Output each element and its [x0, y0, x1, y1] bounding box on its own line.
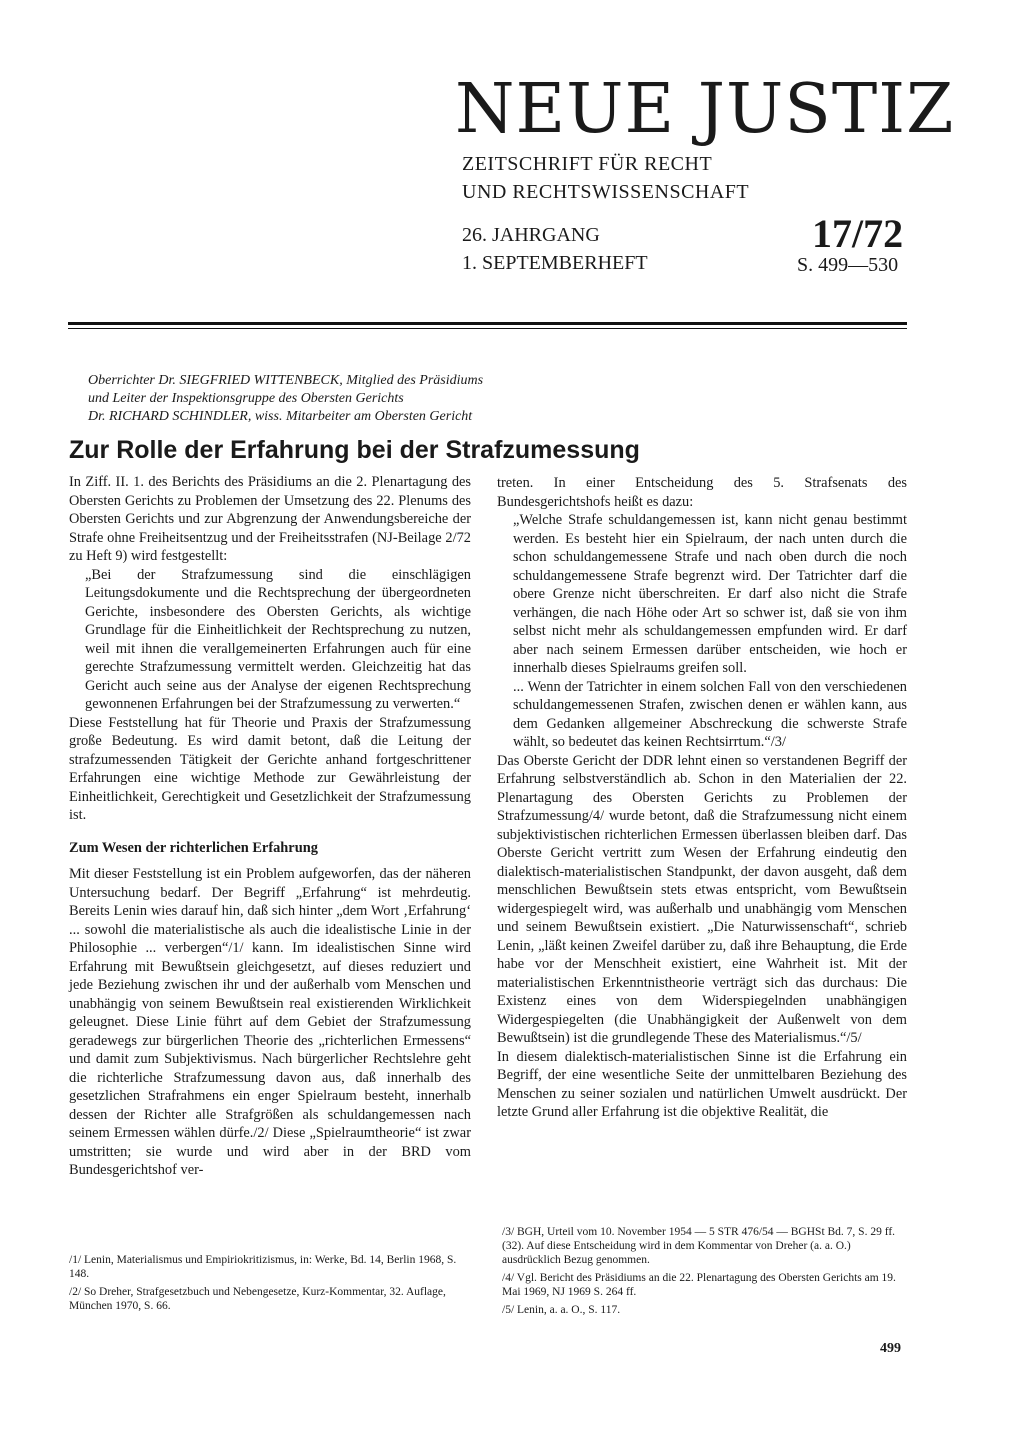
author-block: [88, 372, 908, 426]
footnote: /1/ Lenin, Materialismus und Empiriokritizismus, in: Werke, Bd. 14, Berlin 1968, S. 148.: [69, 1254, 457, 1280]
volume-label: 26. JAHRGANG: [462, 224, 600, 246]
quote-paragraph: „Bei der Strafzumessung sind die einschlägigen Leitungsdokumente und die Rechtsprechung der übergeordneten Gerichte, insbesondere des Obersten Gerichts, als wichtige Grundlage für die Einheitlichkeit der Rechtsprechung zu nutzen, weil mit ihnen die verallgemeinerten Erfahrungen auch für eine gerechte Strafzumessung vermittelt werden. Gleichzeitig hat das Gericht auch seine aus der Analyse der eigenen Rechtsprechung gewonnenen Erfahrungen bei der Strafzumessung zu verwerten.“: [85, 566, 471, 712]
footnotes-right: [502, 1225, 907, 1321]
paragraph: In Ziff. II. 1. des Berichts des Präsidiums an die 2. Plenartagung des Obersten Gerichts zu Problemen der Umsetzung des 22. Plenums des Obersten Gerichts und zur Abgrenzung der Anwendungsbereiche der Strafe ohne Freiheitsentzug und der Freiheitsstrafen (NJ-Beilage 2/72 zu Heft 9) wird festgestellt:: [69, 474, 471, 564]
header-rule-thick: [68, 322, 907, 325]
section-heading: Zum Wesen der richterlichen Erfahrung: [69, 839, 318, 856]
footnote: /3/ BGH, Urteil vom 10. November 1954 — 5 STR 476/54 — BGHSt Bd. 7, S. 29 ff. (32). Auf diese Entscheidung wird in dem Kommentar von Dreher (a. a. O.) ausdrücklich Bezug genommen.: [502, 1226, 896, 1266]
quote-paragraph: „Welche Strafe schuldangemessen ist, kann nicht genau bestimmt werden. Es besteht hier ein Spielraum, der nach unten durch die schon schuldangemessene Strafe und nach oben durch die noch schuldangemessene Strafe begrenzt wird. Der Tatrichter darf die obere Grenze nicht überschreiten. Er darf also nicht die Strafe verhängen, die nach Höhe oder Art so schwer ist, daß sie von ihm selbst nicht mehr als schuldangemessen empfunden wird. Er darf aber nach seinem Ermessen darüber entscheiden, wie hoch er innerhalb dieses Spielraums greifen soll.: [513, 512, 907, 676]
paragraph: Diese Feststellung hat für Theorie und Praxis der Strafzumessung große Bedeutung. Es wird damit betont, daß die Leitung der strafzumessenden Tätigkeit der Gerichte anhand fortgeschrittener Erfahrungen eine wichtige Methode zur Gewährleistung der Einheitlichkeit, Gerechtigkeit und Gesetzlichkeit der Strafzumessung ist.: [69, 714, 471, 823]
footnote: /2/ So Dreher, Strafgesetzbuch und Nebengesetze, Kurz-Kommentar, 32. Auflage, München 1970, S. 66.: [69, 1286, 446, 1312]
journal-subtitle-line1: ZEITSCHRIFT FÜR RECHT: [462, 153, 713, 175]
journal-subtitle-line2: UND RECHTSWISSENSCHAFT: [462, 181, 750, 203]
header-rule-thin: [68, 328, 907, 329]
author-line: und Leiter der Inspektionsgruppe des Obersten Gerichts: [88, 391, 404, 406]
paragraph: In diesem dialektisch-materialistischen Sinne ist die Erfahrung ein Begriff, der eine wesentliche Seite der unmittelbaren Beziehung des Menschen zu seiner sozialen und natürlichen Umwelt ausdrückt. Der letzte Grund aller Erfahrung ist die objektive Realität, die: [497, 1048, 907, 1120]
page-range: S. 499—530: [797, 254, 899, 276]
journal-masthead: NEUE JUSTIZ: [455, 70, 955, 149]
issue-name: 1. SEPTEMBERHEFT: [462, 252, 648, 274]
left-column: [69, 473, 471, 1180]
author-line: Oberrichter Dr. SIEGFRIED WITTENBECK, Mitglied des Präsidiums: [88, 373, 484, 388]
footnote: /4/ Vgl. Bericht des Präsidiums an die 22. Plenartagung des Obersten Gerichts am 19. Mai 1969, NJ 1969 S. 264 ff.: [502, 1272, 896, 1298]
paragraph: treten. In einer Entscheidung des 5. Strafsenats des Bundesgerichtshofs heißt es dazu:: [497, 475, 907, 510]
author-line: Dr. RICHARD SCHINDLER, wiss. Mitarbeiter am Obersten Gericht: [88, 409, 473, 424]
right-column: [497, 474, 907, 1122]
quote-paragraph: ... Wenn der Tatrichter in einem solchen Fall von den verschiedenen schuldangemessenen Strafen, zwischen denen er wählen kann, aus dem Gedanken allgemeiner Abschreckung die schwerste Strafe wählt, so bedeutet das keinen Rechtsirrtum.“/3/: [513, 678, 907, 750]
footnotes-left: [69, 1253, 469, 1317]
paragraph: Das Oberste Gericht der DDR lehnt einen so verstandenen Begriff der Erfahrung selbstverständlich ab. Schon in den Materialien der 22. Plenartagung des Obersten Gerichts zu Problemen der Strafzumessung/4/ wurde betont, daß die Strafzumessung nicht einem subjektivistischen richterlichen Ermessen überlassen bleiben darf. Das Oberste Gericht vertritt zum Wesen der Erfahrung eindeutig den dialektisch-materialistischen Standpunkt, der davon ausgeht, daß dem menschlichen Bewußtsein stets etwas entspricht, vom Bewußtsein widergespiegelt wird, was außerhalb und unabhängig vom Menschen und seinem Bewußtsein existiert. „Die Naturwissenschaft“, schrieb Lenin, „läßt keinen Zweifel darüber zu, daß ihre Behauptung, die Erde habe vor der Menschheit existiert, eine Wahrheit ist. Mit der materialistischen Erkenntnistheorie verträgt sich das durchaus: Die Existenz eines von dem Widerspiegelnden unabhängigen Widergespiegelten (die Unabhängigkeit der Außenwelt von dem Bewußtsein) ist die grundlegende These des Materialismus.“/5/: [497, 752, 907, 1046]
paragraph: Mit dieser Feststellung ist ein Problem aufgeworfen, das der näheren Untersuchung bedarf. Der Begriff „Erfahrung“ ist mehrdeutig. Bereits Lenin wies darauf hin, daß sich hinter „dem Wort ‚Erfahrung‘ ... sowohl die materialistische als auch die idealistische Linie in der Philosophie ... verbergen“/1/ kann. Im idealistischen Sinne wird Erfahrung mit Bewußtsein gleichgesetzt, auf dieses reduziert und jede Beziehung zwischen ihr und der außerhalb vom Menschen und unabhängig von seinem Bewußtsein real existierenden Wirklichkeit geleugnet. Diese Linie führt auf dem Gebiet der Strafzumessung geradewegs zur bürgerlichen Theorie des „richterlichen Ermessens“ und damit zum Subjektivismus. Nach bürgerlicher Rechtslehre geht die richterliche Strafzumessung davon aus, daß innerhalb des gesetzlichen Strafrahmens ein enger Spielraum besteht, innerhalb dessen der Richter alle Strafgrößen als schuldangemessen nach seinem Ermessen wählen dürfe./2/ Diese „Spielraumtheorie“ ist zwar umstritten; sie wurde und wird aber in der BRD vom Bundesgerichtshof ver-: [69, 866, 471, 1178]
issue-number: 17/72: [812, 211, 904, 256]
page-number: 499: [880, 1341, 901, 1356]
article-title: Zur Rolle der Erfahrung bei der Strafzumessung: [69, 436, 640, 464]
footnote: /5/ Lenin, a. a. O., S. 117.: [502, 1304, 621, 1316]
